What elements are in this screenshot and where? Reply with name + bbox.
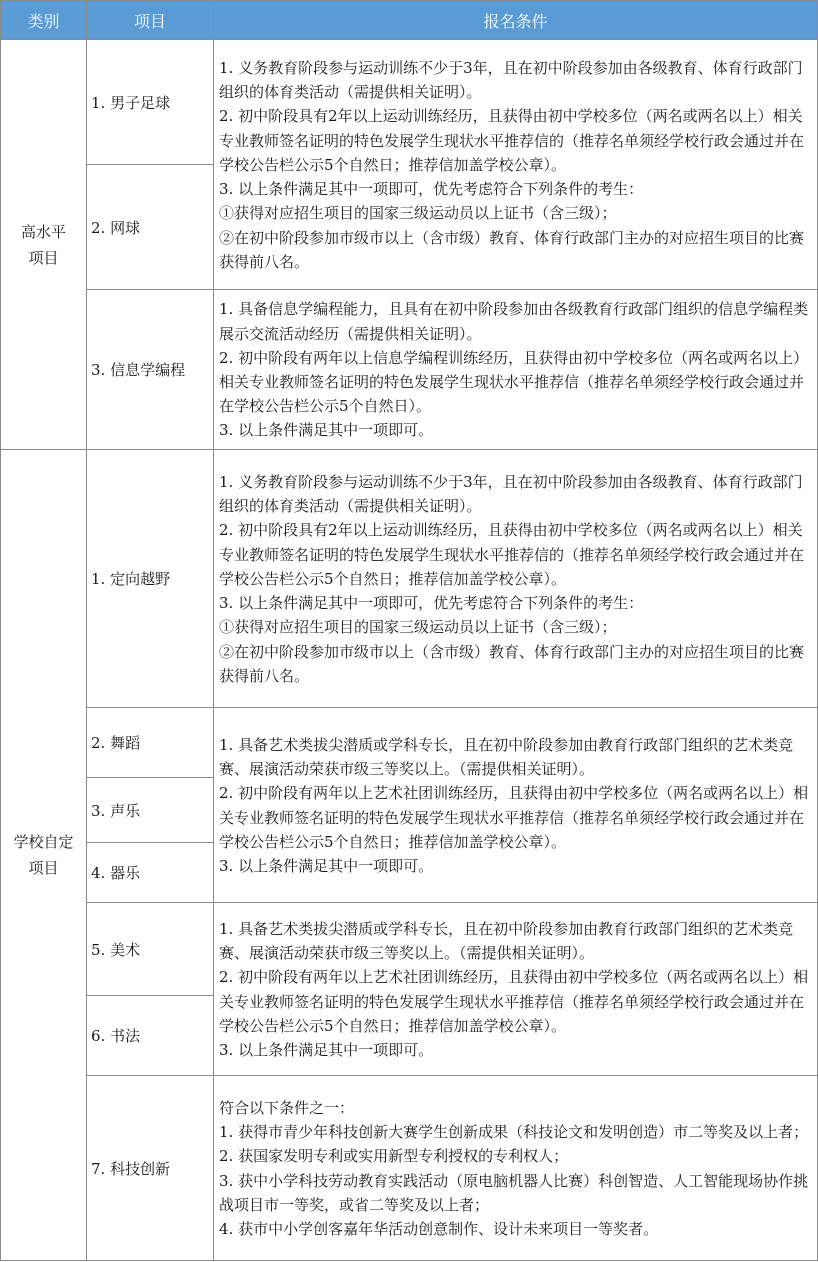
category-cell-high-level: 高水平 项目 — [1, 40, 87, 450]
item-cell: 2. 舞蹈 — [87, 708, 214, 778]
item-cell: 4. 器乐 — [87, 843, 214, 903]
item-cell: 3. 声乐 — [87, 778, 214, 843]
category-cell-school-defined: 学校自定 项目 — [1, 450, 87, 1261]
item-cell: 6. 书法 — [87, 996, 214, 1076]
table-row — [1, 1076, 818, 1261]
condition-cell: 1. 具备艺术类拔尖潜质或学科专长，且在初中阶段参加由教育行政部门组织的艺术类竞赛、展演活动荣获市级三等奖以上。（需提供相关证明）。 2. 初中阶段有两年以上艺术社团训练经历，且获得由初中学校多位（两名或两名以上）相关专业教师签名证明的特色发展学生现状水平推荐信（推荐名单须经学校行政会通过并在学校公告栏公示5个自然日；推荐信加盖学校公章）。 3. 以上条件满足其中一项即可。 — [214, 708, 818, 903]
item-cell: 5. 美术 — [87, 903, 214, 996]
condition-cell: 1. 义务教育阶段参与运动训练不少于3年，且在初中阶段参加由各级教育、体育行政部门组织的体育类活动（需提供相关证明）。 2. 初中阶段具有2年以上运动训练经历，且获得由初中学校多位（两名或两名以上）相关专业教师签名证明的特色发展学生现状水平推荐信的（推荐名单须经学校行政会通过并在学校公告栏公示5个自然日；推荐信加盖学校公章）。 3. 以上条件满足其中一项即可，优先考虑符合下列条件的考生： ①获得对应招生项目的国家三级运动员以上证书（含三级）； ②在初中阶段参加市级市以上（含市级）教育、体育行政部门主办的对应招生项目的比赛获得前八名。 — [214, 40, 818, 290]
item-cell: 2. 网球 — [87, 165, 214, 290]
item-cell: 1. 男子足球 — [87, 40, 214, 165]
condition-cell: 1. 义务教育阶段参与运动训练不少于3年，且在初中阶段参加由各级教育、体育行政部门组织的体育类活动（需提供相关证明）。 2. 初中阶段具有2年以上运动训练经历，且获得由初中学校多位（两名或两名以上）相关专业教师签名证明的特色发展学生现状水平推荐信的（推荐名单须经学校行政会通过并在学校公告栏公示5个自然日；推荐信加盖学校公章）。 3. 以上条件满足其中一项即可，优先考虑符合下列条件的考生： ①获得对应招生项目的国家三级运动员以上证书（含三级）； ②在初中阶段参加市级市以上（含市级）教育、体育行政部门主办的对应招生项目的比赛获得前八名。 — [214, 450, 818, 708]
item-cell: 3. 信息学编程 — [87, 290, 214, 450]
header-item: 项目 — [87, 1, 214, 40]
item-cell: 1. 定向越野 — [87, 450, 214, 708]
table-row — [1, 708, 818, 778]
header-category: 类别 — [1, 1, 87, 40]
condition-cell: 1. 具备信息学编程能力，且具有在初中阶段参加由各级教育行政部门组织的信息学编程类展示交流活动经历（需提供相关证明）。 2. 初中阶段有两年以上信息学编程训练经历，且获得由初中学校多位（两名或两名以上）相关专业教师签名证明的特色发展学生现状水平推荐信（推荐名单须经学校行政会通过并在学校公告栏公示5个自然日）。 3. 以上条件满足其中一项即可。 — [214, 290, 818, 450]
table-row — [1, 290, 818, 450]
header-condition: 报名条件 — [214, 1, 818, 40]
table-row — [1, 903, 818, 996]
table-row — [1, 40, 818, 165]
item-cell: 7. 科技创新 — [87, 1076, 214, 1261]
table-row — [1, 450, 818, 708]
condition-cell: 符合以下条件之一： 1. 获得市青少年科技创新大赛学生创新成果（科技论文和发明创造）市二等奖及以上者； 2. 获国家发明专利或实用新型专利授权的专利权人； 3. 获中小学科技劳动教育实践活动（原电脑机器人比赛）科创智造、人工智能现场协作挑战项目市一等奖，或省二等奖及以上者； 4. 获市中小学创客嘉年华活动创意制作、设计未来项目一等奖者。 — [214, 1076, 818, 1261]
condition-cell: 1. 具备艺术类拔尖潜质或学科专长，且在初中阶段参加由教育行政部门组织的艺术类竞赛、展演活动荣获市级三等奖以上。（需提供相关证明）。 2. 初中阶段有两年以上艺术社团训练经历，且获得由初中学校多位（两名或两名以上）相关专业教师签名证明的特色发展学生现状水平推荐信（推荐名单须经学校行政会通过并在学校公告栏公示5个自然日；推荐信加盖学校公章）。 3. 以上条件满足其中一项即可。 — [214, 903, 818, 1076]
header-row — [1, 1, 818, 40]
